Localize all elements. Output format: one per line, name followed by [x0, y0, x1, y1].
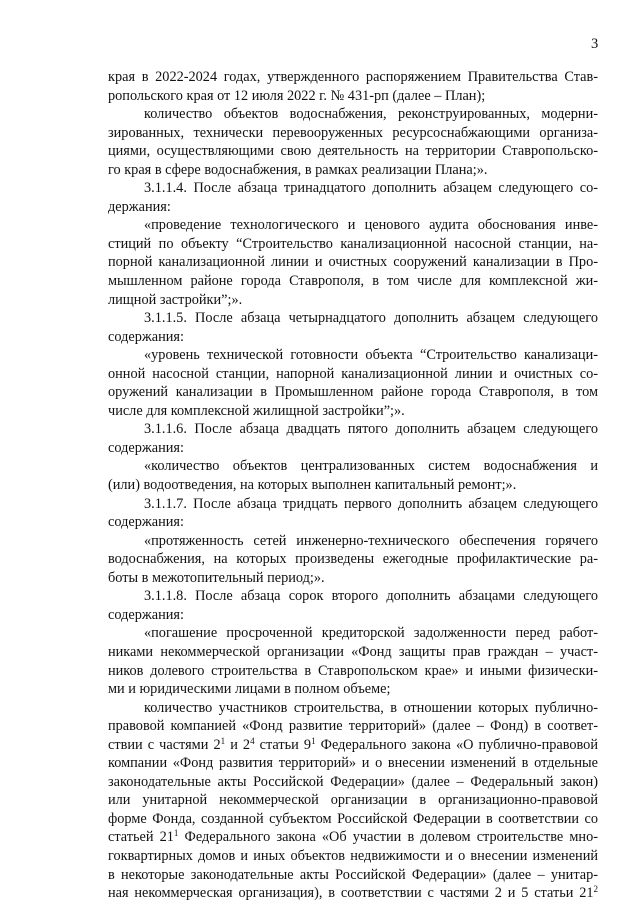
text-segment: статьей 21 [108, 829, 174, 846]
text-segment: и 2 [225, 736, 251, 753]
superscript: 1 [220, 735, 226, 746]
text-line: ников долевого строительства в Ставропольском крае» и иными физически- [108, 662, 598, 679]
text-segment: Федерального закона «Об участии в долевом строительстве мно- [178, 829, 598, 846]
text-line: края в 2022-2024 годах, утвержденного распоряжением Правительства Став- [108, 69, 598, 85]
text-line: «проведение технологического и ценового аудита обоснования инве- [144, 217, 598, 234]
text-segment: статьи 9 [254, 736, 312, 753]
text-line: числе для комплексной жилищной застройки”;». [108, 402, 405, 419]
page-number: 3 [591, 36, 599, 52]
text-line [108, 736, 598, 755]
text-line: 3.1.1.7. После абзаца тридцать первого дополнить абзацем следующего [144, 495, 598, 512]
text-line: циями, осуществляющими свою деятельность на территории Ставропольско- [108, 143, 598, 160]
text-line: «погашение просроченной кредиторской задолженности перед работ- [144, 625, 598, 642]
text-line: «количество объектов централизованных систем водоснабжения и [144, 458, 598, 475]
text-line: ми и юридическими лицами в полном объеме; [108, 681, 391, 698]
text-line: гоквартирных домов и иных объектов недвижимости и о внесении изменений [108, 847, 598, 864]
text-line: компании «Фонд развития территорий» и о внесении изменений в отдельные [108, 755, 598, 772]
text-segment: ная некоммерческая организация), в соответствии с частями 2 и 5 статьи 21 [108, 885, 594, 902]
text-segment: Федерального закона «О публично-правовой [315, 736, 598, 753]
superscript: 1 [173, 828, 179, 839]
text-line: законодательные акты Российской Федерации» (далее – Федеральный закон) [108, 773, 598, 790]
text-line [108, 884, 598, 903]
text-line: 3.1.1.6. После абзаца двадцать пятого дополнить абзацем следующего [144, 421, 598, 438]
text-line [108, 828, 598, 847]
document-body [108, 68, 598, 903]
text-line: порной канализационной линии и очистных сооружений канализации в Про- [108, 254, 598, 271]
text-line: форме Фонда, созданной субъектом Российской Федерации в соответствии со [108, 810, 598, 827]
text-line: оружений канализации в Промышленном районе города Ставрополя, в том [108, 384, 598, 401]
text-line: водоснабжения, на которых произведены ежегодные профилактические ра- [108, 551, 598, 568]
text-line: держания: [108, 198, 171, 215]
text-line: правовой компанией «Фонд развитие территорий» (далее – Фонд) в соответ- [108, 718, 598, 735]
text-line: боты в межотопительный период;». [108, 569, 325, 586]
text-line: ропольского края от 12 июля 2022 г. № 431-рп (далее – План); [108, 87, 486, 104]
text-line: 3.1.1.5. После абзаца четырнадцатого дополнить абзацем следующего [144, 310, 598, 327]
text-line: зированных, технически перевооруженных ресурсоснабжающими организа- [108, 124, 598, 141]
text-line: никами некоммерческой организации «Фонд защиты прав граждан – участ- [108, 643, 598, 660]
text-line: содержания: [108, 606, 184, 623]
text-line: лищной застройки”;». [108, 291, 243, 308]
text-line: го края в сфере водоснабжения, в рамках реализации Плана;». [108, 161, 488, 178]
text-line: или унитарной некоммерческой организации в организационно-правовой [108, 792, 598, 809]
superscript: 4 [250, 735, 255, 746]
text-line: содержания: [108, 514, 184, 531]
text-line: «уровень технической готовности объекта “Строительство канализаци- [144, 347, 598, 364]
text-line: «протяженность сетей инженерно-технического обеспечения горячего [144, 532, 598, 549]
text-line: (или) водоотведения, на которых выполнен капитальный ремонт;». [108, 477, 517, 494]
text-line: количество участников строительства, в отношении которых публично- [144, 699, 598, 716]
text-line: содержания: [108, 328, 184, 345]
text-line: в некоторые законодательные акты Российской Федерации» (далее – унитар- [108, 866, 598, 883]
text-segment: ствии с частями 2 [108, 736, 221, 753]
text-line: содержания: [108, 439, 184, 456]
text-line: мышленном районе города Ставрополя, в том числе для комплексной жи- [108, 273, 598, 290]
text-line: стиций по объекту “Строительство канализационной насосной станции, на- [108, 235, 598, 252]
text-line: 3.1.1.4. После абзаца тринадцатого дополнить абзацем следующего со- [144, 180, 598, 197]
superscript: 2 [593, 884, 598, 895]
text-line: онной насосной станции, напорной канализационной линии и очистных со- [108, 365, 598, 382]
text-line: количество объектов водоснабжения, реконструированных, модерни- [144, 106, 598, 123]
text-line: 3.1.1.8. После абзаца сорок второго дополнить абзацами следующего [144, 588, 598, 605]
superscript: 1 [311, 735, 316, 746]
